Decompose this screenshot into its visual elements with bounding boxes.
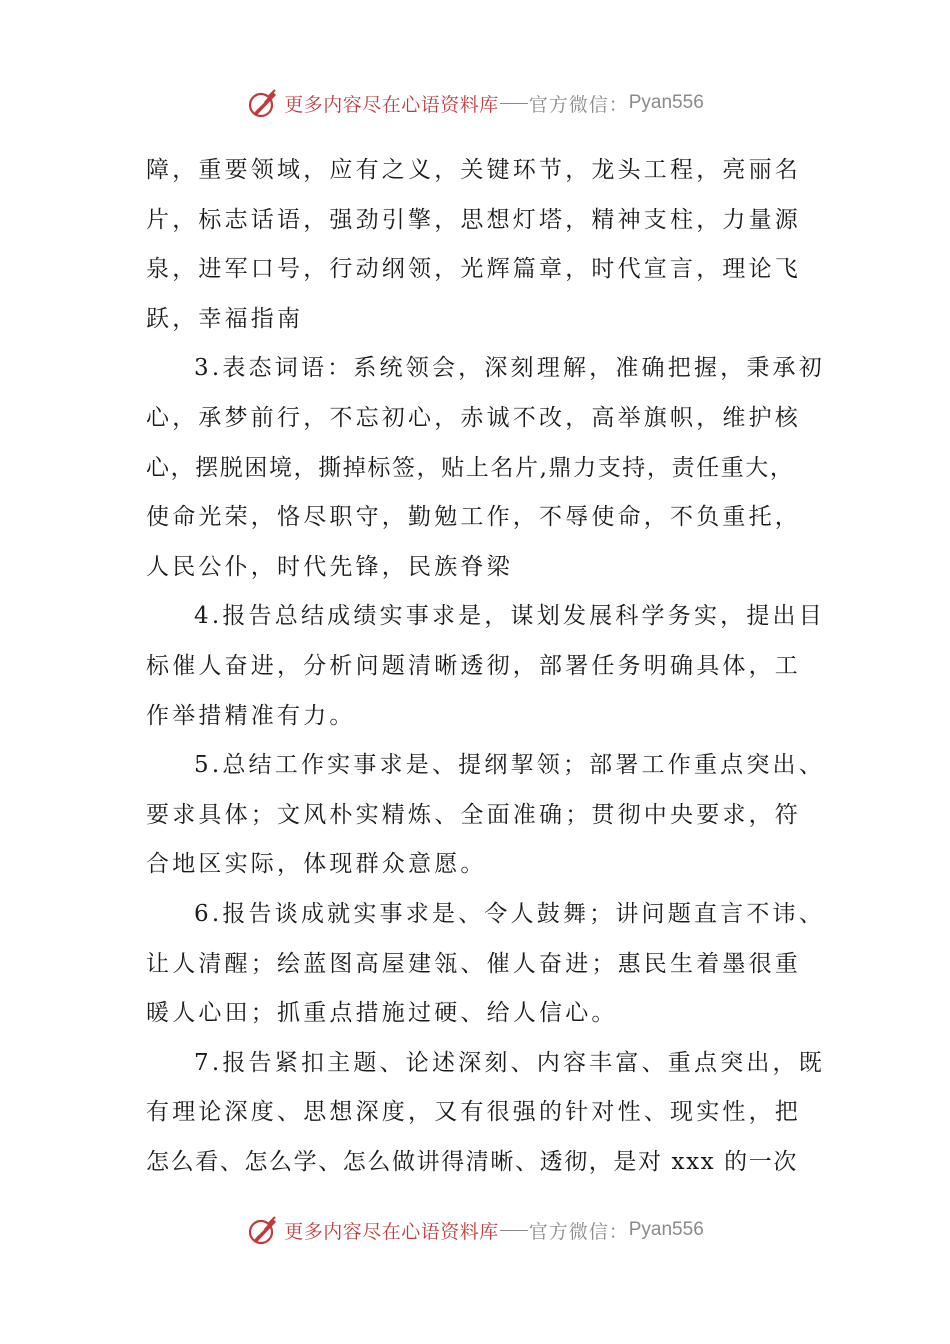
text-line: 作举措精准有力。 <box>146 702 356 729</box>
document-body <box>146 146 825 1187</box>
text-line-paragraph-start: 4.报告总结成绩实事求是，谋划发展科学务实，提出目 <box>194 603 825 630</box>
quill-pen-logo-icon <box>246 1213 280 1247</box>
text-line-paragraph-start: 3.表态词语：系统领会，深刻理解，准确把握，秉承初 <box>194 355 825 382</box>
text-line: 片，标志话语，强劲引擎，思想灯塔，精神支柱，力量源 <box>146 206 801 233</box>
banner-wechat-label: 官方微信： <box>528 1220 629 1243</box>
text-line: 跃，幸福指南 <box>146 305 304 332</box>
text-line: 心，承梦前行，不忘初心，赤诚不改，高举旗帜，维护核 <box>146 404 801 431</box>
text-line: 让人清醒；绘蓝图高屋建瓴、催人奋进；惠民生着墨很重 <box>146 950 801 977</box>
banner-brand-text: 更多内容尽在心语资料库 <box>284 93 499 116</box>
header-banner <box>0 83 950 123</box>
text-line-paragraph-start: 5.总结工作实事求是、提纲挈领；部署工作重点突出、 <box>194 752 825 779</box>
text-line: 障，重要领域，应有之义，关键环节，龙头工程，亮丽名 <box>146 157 801 183</box>
text-line: 标催人奋进，分析问题清晰透彻，部署任务明确具体，工 <box>146 652 801 679</box>
quill-pen-logo-icon <box>246 86 280 120</box>
banner-dash <box>500 103 528 104</box>
text-line: 泉，进军口号，行动纲领，光辉篇章，时代宣言，理论飞 <box>146 256 801 283</box>
banner-brand-text: 更多内容尽在心语资料库 <box>284 1220 499 1243</box>
text-line-paragraph-start: 7.报告紧扣主题、论述深刻、内容丰富、重点突出，既 <box>194 1049 825 1076</box>
text-line: 要求具体；文风朴实精炼、全面准确；贯彻中央要求，符 <box>146 801 801 828</box>
text-line: 心，摆脱困境，撕掉标签，贴上名片,鼎力支持，责任重大， <box>146 454 795 481</box>
text-line: 暖人心田；抓重点措施过硬、给人信心。 <box>146 1000 618 1027</box>
footer-banner <box>0 1210 950 1250</box>
banner-dash <box>500 1230 528 1231</box>
text-line-paragraph-start: 6.报告谈成就实事求是、令人鼓舞；讲问题直言不讳、 <box>194 900 825 927</box>
text-line: 人民公仆，时代先锋，民族脊梁 <box>146 553 513 580</box>
text-line: 使命光荣，恪尽职守，勤勉工作，不辱使命，不负重托， <box>146 504 801 531</box>
banner-wechat-label: 官方微信： <box>528 93 629 116</box>
banner-wechat-id: Pyan556 <box>628 1219 704 1240</box>
text-line: 怎么看、怎么学、怎么做讲得清晰、透彻，是对 xxx 的一次 <box>146 1148 798 1175</box>
text-line: 合地区实际，体现群众意愿。 <box>146 851 487 878</box>
text-line: 有理论深度、思想深度，又有很强的针对性、现实性，把 <box>146 1099 801 1126</box>
banner-wechat-id: Pyan556 <box>628 92 704 113</box>
